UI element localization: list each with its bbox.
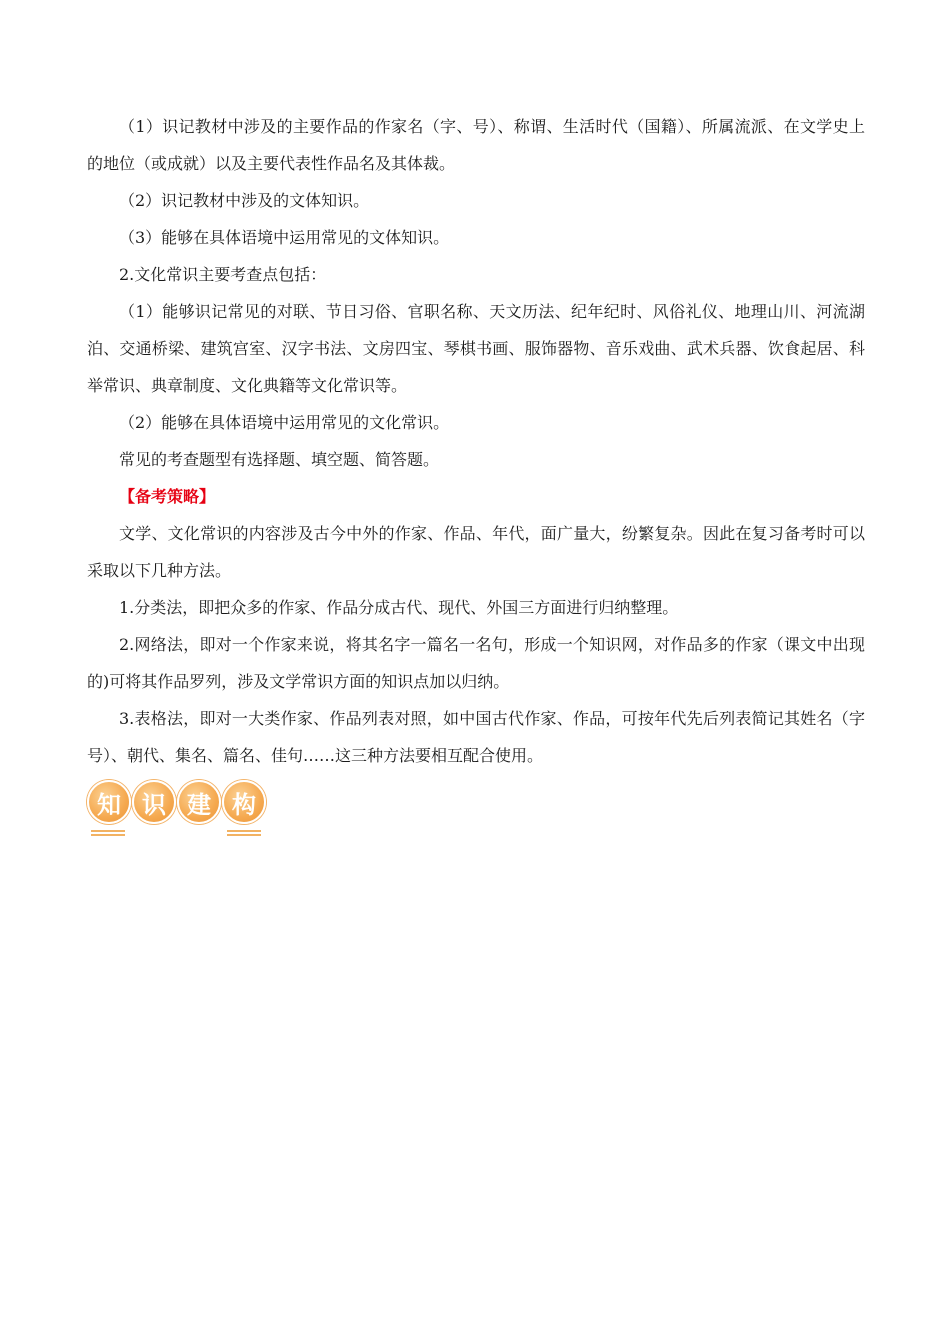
paragraph-strategy-intro: 文学、文化常识的内容涉及古今中外的作家、作品、年代，面广量大，纷繁复杂。因此在复习备考时可以采取以下几种方法。 <box>87 524 865 580</box>
badge-circles <box>87 780 267 824</box>
paragraph-literature-knowledge-1: （1）识记教材中涉及的主要作品的作家名（字、号）、称谓、生活时代（国籍）、所属流派、在文学史上的地位（或成就）以及主要代表性作品名及其体裁。 <box>87 117 865 173</box>
document-page <box>87 108 865 842</box>
paragraph-method-network: 2.网络法，即对一个作家来说，将其名字一篇名一名句，形成一个知识网，对作品多的作家（课文中出现的)可将其作品罗列，涉及文学常识方面的知识点加以归纳。 <box>87 635 865 691</box>
badge-char-1: 知 <box>87 780 131 824</box>
paragraph-method-classification: 1.分类法，即把众多的作家、作品分成古代、现代、外国三方面进行归纳整理。 <box>119 598 679 617</box>
paragraph-literature-knowledge-3: （3）能够在具体语境中运用常见的文体知识。 <box>119 228 450 247</box>
paragraph-culture-heading: 2.文化常识主要考查点包括： <box>119 265 327 284</box>
paragraph-culture-1: （1）能够识记常见的对联、节日习俗、官职名称、天文历法、纪年纪时、风俗礼仪、地理山川、河流湖泊、交通桥梁、建筑宫室、汉字书法、文房四宝、琴棋书画、服饰器物、音乐戏曲、武术兵器、饮食起居、科举常识、典章制度、文化典籍等文化常识等。 <box>87 302 865 395</box>
section-badge <box>87 780 865 842</box>
paragraph-culture-2: （2）能够在具体语境中运用常见的文化常识。 <box>119 413 450 432</box>
badge-char-2: 识 <box>132 780 176 824</box>
paragraph-question-types: 常见的考查题型有选择题、填空题、简答题。 <box>119 450 440 469</box>
badge-char-3: 建 <box>177 780 221 824</box>
paragraph-literature-knowledge-2: （2）识记教材中涉及的文体知识。 <box>119 191 370 210</box>
badge-char-4: 构 <box>222 780 266 824</box>
paragraph-method-table: 3.表格法，即对一大类作家、作品列表对照，如中国古代作家、作品，可按年代先后列表简记其姓名（字号）、朝代、集名、篇名、佳句……这三种方法要相互配合使用。 <box>87 709 865 765</box>
strategy-heading: 【备考策略】 <box>119 487 216 506</box>
knowledge-structure-badge <box>87 780 267 842</box>
badge-underline-decoration <box>91 830 261 838</box>
